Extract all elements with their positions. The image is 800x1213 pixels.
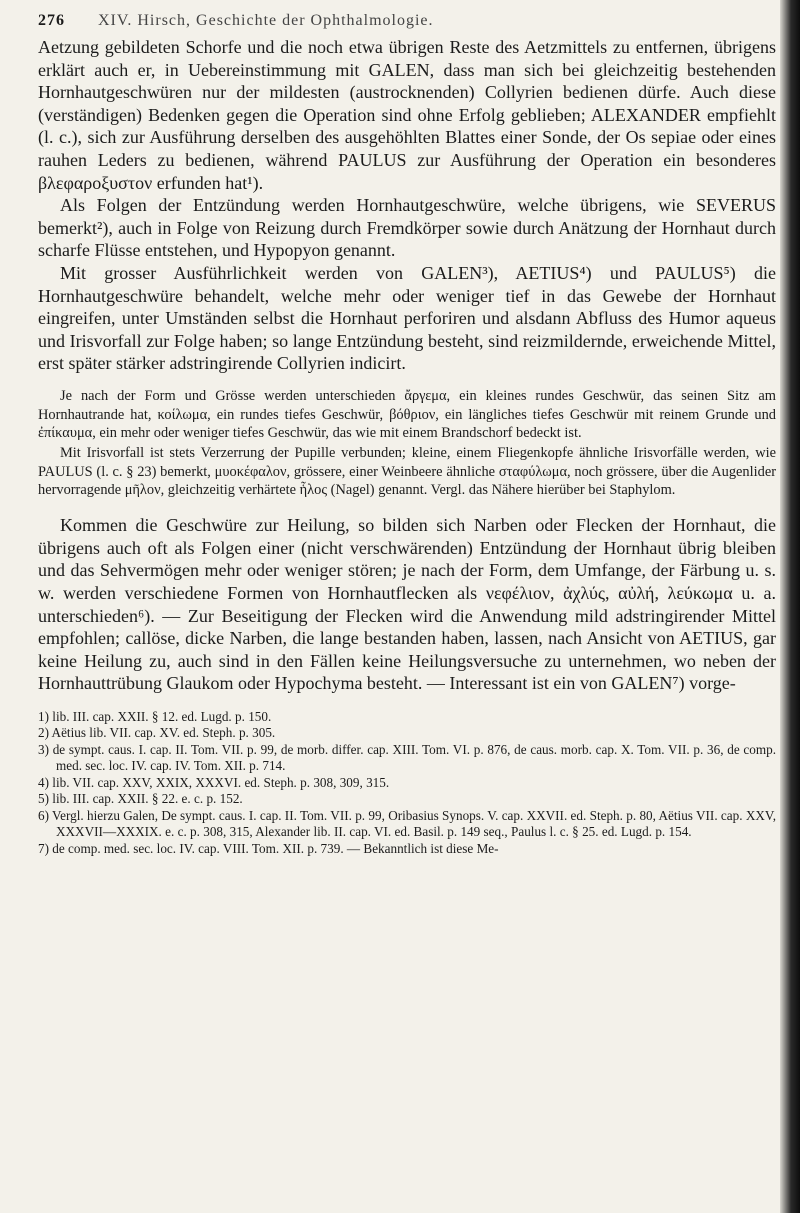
book-edge-shadow xyxy=(780,0,800,1213)
footnote: 3) de sympt. caus. I. cap. II. Tom. VII. p. 99, de morb. differ. cap. XIII. Tom. VI. p. 876, de caus. morb. cap. X. Tom. VII. p. 36, de comp. med. sec. loc. IV. cap. IV. Tom. XII. p. 714. xyxy=(38,741,776,774)
footnote: 5) lib. III. cap. XXII. § 22. e. c. p. 152. xyxy=(38,791,243,807)
footnotes xyxy=(38,709,776,858)
book-page xyxy=(38,12,776,857)
main-text-continued xyxy=(38,514,776,695)
main-text xyxy=(38,36,776,375)
small-print-section xyxy=(38,387,776,500)
paragraph: Kommen die Geschwüre zur Heilung, so bilden sich Narben oder Flecken der Hornhaut, die übrigens auch oft als Folgen einer (nicht verschwärenden) Entzündung der Hornhaut übrig bleiben und das Sehvermögen mehr oder weniger stören; je nach der Form, dem Umfange, der Färbung u. s. w. werden verschiedene Formen von Hornhautflecken als νεφέλιον, ἀχλύς, αὐλή, λεύκωμα u. a. unterschieden⁶). — Zur Beseitigung der Flecken wird die Anwendung mild adstringirender Mittel empfohlen; callöse, dicke Narben, die lange bestanden haben, lassen, nach Ansicht von AETIUS, gar keine Heilung zu, auch sind in den Fällen keine Heilungsversuche zu unternehmen, wo neben der Hornhauttrübung Glaukom oder Hypochyma besteht. — Interessant ist ein von GALEN⁷) vorge- xyxy=(38,515,776,694)
paragraph: Mit grosser Ausführlichkeit werden von GALEN³), AETIUS⁴) und PAULUS⁵) die Hornhautgeschwüre behandelt, welche mehr oder weniger tief in das Gewebe der Hornhaut eingreifen, unter Umständen selbst die Hornhaut perforiren und alsdann Abfluss des Humor aqueus und Irisvorfall zur Folge haben; so lange Entzündung besteht, sind reizmildernde, erweichende Mittel, erst später stärker adstringirende Collyrien indicirt. xyxy=(38,262,776,374)
footnote: 7) de comp. med. sec. loc. IV. cap. VIII. Tom. XII. p. 739. — Bekanntlich ist diese Me- xyxy=(38,840,499,856)
page-header xyxy=(38,12,776,36)
running-title: XIV. Hirsch, Geschichte der Ophthalmologie. xyxy=(98,12,434,29)
small-paragraph: Je nach der Form und Grösse werden unterschieden ἄργεμα, ein kleines rundes Geschwür, das seinen Sitz am Hornhautrande hat, κοίλωμα, ein rundes tiefes Geschwür, βόθριον, ein längliches tiefes Geschwür mit reinem Grunde und ἐπίκαυμα, ein mehr oder weniger tiefes Geschwür, das wie mit einem Brandschorf bedeckt ist. xyxy=(38,387,776,442)
footnote: 1) lib. III. cap. XXII. § 12. ed. Lugd. p. 150. xyxy=(38,708,272,724)
page-number: 276 xyxy=(38,12,65,29)
small-paragraph: Mit Irisvorfall ist stets Verzerrung der Pupille verbunden; kleine, einem Fliegenkopfe ähnliche Irisvorfälle werden, wie PAULUS (l. c. § 23) bemerkt, μυοκέφαλον, grössere, einer Weinbeere ähnliche σταφύλωμα, noch grössere, über die Augenlider hervorragende μῆλον, gleichzeitig verhärtete ἧλος (Nagel) genannt. Vergl. das Nähere hierüber bei Staphylom. xyxy=(38,445,776,499)
footnote: 4) lib. VII. cap. XXV, XXIX, XXXVI. ed. Steph. p. 308, 309, 315. xyxy=(38,774,390,790)
paragraph: Aetzung gebildeten Schorfe und die noch etwa übrigen Reste des Aetzmittels zu entfernen, übrigens erklärt auch er, in Uebereinstimmung mit GALEN, dass man sich bei gleichzeitig bestehenden Hornhautgeschwüren nur der mildesten (austrocknenden) Collyrien bedienen dürfe. Auch diese (verständigen) Bedenken gegen die Operation sind ohne Erfolg geblieben; ALEXANDER empfiehlt (l. c.), sich zur Ausführung derselben des ausgehöhlten Blattes einer Sonde, der Os sepiae oder eines rauhen Leders zu bedienen, während PAULUS zur Ausführung der Operation ein besonderes βλεφαροξυστον erfunden hat¹). xyxy=(38,37,776,193)
paragraph: Als Folgen der Entzündung werden Hornhautgeschwüre, welche übrigens, wie SEVERUS bemerkt²), auch in Folge von Reizung durch Fremdkörper sowie durch Anätzung der Hornhaut durch scharfe Flüsse entstehen, und Hypopyon genannt. xyxy=(38,195,776,261)
footnote: 2) Aëtius lib. VII. cap. XV. ed. Steph. p. 305. xyxy=(38,725,276,741)
footnote: 6) Vergl. hierzu Galen, De sympt. caus. I. cap. II. Tom. VII. p. 99, Oribasius Synops. V. cap. XXVII. ed. Steph. p. 80, Aëtius VII. cap. XXV, XXXVII—XXXIX. e. c. p. 308, 315, Alexander lib. II. cap. VI. ed. Basil. p. 149 seq., Paulus l. c. § 25. ed. Lugd. p. 154. xyxy=(38,807,776,840)
